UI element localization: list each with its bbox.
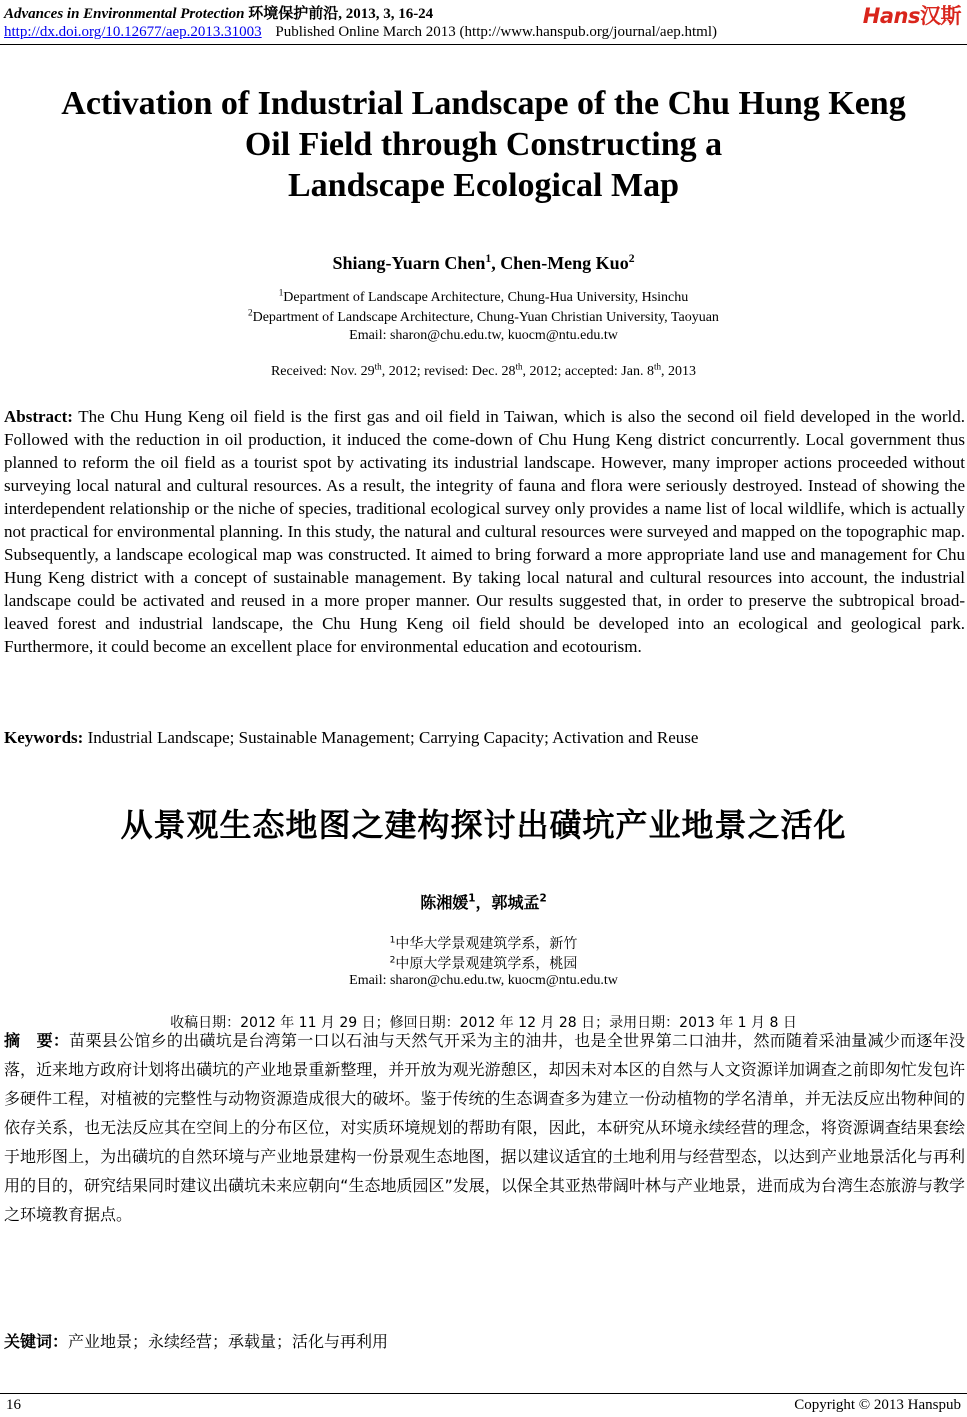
abstract-cn-text: 苗栗县公馆乡的出磺坑是台湾第一口以石油与天然气开采为主的油井，也是全世界第二口油井，然而随着采油量减少而逐年没落，近来地方政府计划将出磺坑的产业地景重新整理，并开放为观光游憩区，却因未对本区的自然与人文资源详加调查之前即匆忙发包许多硬件工程，对植被的完整性与动物资源造成很大的破坏。鉴于传统的生态调查多为建立一份动植物的学名清单，并无法反应出物种间的依存关系，也无法反应其在空间上的分布区位，对实质环境规划的帮助有限，因此，本研究从环境永续经营的理念，将资源调查结果套绘于地形图上，为出磺坑的自然环境与产业地景建构一份景观生态地图，据以建议适宜的土地利用与经营型态，以达到产业地景活化与再利用的目的，研究结果同时建议出磺坑未来应朝向“生态地质园区”发展，以保全其亚热带阔叶林与产业地景，进而成为台湾生态旅游与教学之环境教育据点。 (4, 1031, 965, 1224)
hanspub-logo (863, 0, 961, 30)
abstract-en (4, 405, 965, 658)
accepted-sup: th (653, 361, 662, 372)
keywords-text: Industrial Landscape; Sustainable Management; Carrying Capacity; Activation and Reuse (83, 728, 699, 747)
title-en-line-3: Landscape Ecological Map (287, 167, 680, 204)
aff-1-cn-text: 中华大学景观建筑学系，新竹 (395, 936, 578, 952)
authors-en (0, 253, 967, 274)
abstract-cn-label: 摘 要： (4, 1031, 70, 1050)
author-1-sup: 1 (485, 252, 492, 265)
affiliation-1-en (0, 287, 967, 306)
journal-name-en: Advances in Environmental Protection (4, 6, 245, 22)
aff-2-text: Department of Landscape Architecture, Chung-Yuan Christian University, Taoyuan (252, 310, 719, 325)
dates-en (0, 361, 967, 380)
keywords-cn (4, 1329, 388, 1352)
author-2: Chen-Meng Kuo (500, 253, 629, 273)
author-separator: , (491, 253, 501, 273)
aff-2-cn-text: 中原大学景观建筑学系，桃园 (395, 956, 578, 972)
author-separator-cn: ， (475, 893, 492, 912)
dates-cn: 收稿日期：2012 年 11 月 29 日；修回日期：2012 年 12 月 28 日；录用日期：2013 年 1 月 8 日 (170, 1015, 797, 1031)
journal-name-cn: 环境保护前沿, 2013, 3, 16-24 (248, 6, 434, 22)
keywords-en (4, 728, 965, 748)
affiliation-1-cn (0, 933, 967, 953)
aff-2-cn-sup: 2 (389, 955, 396, 966)
email-en: Email: sharon@chu.edu.tw, kuocm@ntu.edu.tw (349, 328, 618, 343)
received-sup: th (374, 361, 382, 372)
abstract-cn (4, 1026, 965, 1229)
copyright: Copyright © 2013 Hanspub (794, 1397, 961, 1413)
abstract-text: The Chu Hung Keng oil field is the first gas and oil field in Taiwan, which is also the second oil field developed in the world. Followed with the reduction in oil production, it induced the come-down of Chu Hung Keng district concurrently. Local government thus planned to reform the oil field as a tourist spot by activating its industrial landscape. However, many improper actions proceeded without surveying local natural and cultural resources. As a result, the integrity of fauna and flora were seriously destroyed. Instead of showing the interdependent relationship or the niche of species, traditional ecological survey only provides a name list of local wildlife, which is actually not practical for environmental planning. In this study, the natural and cultural resources were surveyed and mapped on the topographic map. Subsequently, a landscape ecological map was constructed. It aimed to bring forward a more appropriate land use and management for Chu Hung Keng district with a concept of sustainable management. By taking local natural and cultural resources into account, the industrial landscape could be activated and reused in a more proper manner. Our results suggested that, in order to preserve the subtropical broad-leaved forest and industrial landscape, the Chu Hung Keng oil field should be developed into an ecological and geological park. Furthermore, it could become an excellent place for environmental education and ecotourism. (4, 407, 965, 656)
title-en-line-1: Activation of Industrial Landscape of the Chu Hung Keng (61, 85, 906, 122)
authors-cn (0, 890, 967, 913)
affiliation-2-cn (0, 953, 967, 973)
title-en-line-2: Oil Field through Constructing a (244, 126, 723, 163)
logo-latin: Hans (862, 4, 920, 28)
footer-divider (0, 1393, 967, 1394)
title-cn: 从景观生态地图之建构探讨出磺坑产业地景之活化 (120, 806, 847, 844)
aff-1-text: Department of Landscape Architecture, Chung-Hua University, Hsinchu (283, 290, 689, 305)
author-1: Shiang-Yuarn Chen (332, 253, 486, 273)
accepted-date: , 2012; accepted: Jan. 8 (522, 364, 654, 379)
affiliation-2-en (0, 307, 967, 326)
header-divider (0, 44, 967, 45)
keywords-label: Keywords: (4, 728, 84, 747)
published-online: Published Online March 2013 (http://www.hanspub.org/journal/aep.html) (275, 24, 717, 40)
accepted-year: , 2013 (661, 364, 697, 379)
journal-header (4, 2, 433, 23)
aff-1-cn-sup: 1 (389, 935, 396, 946)
page-number: 16 (6, 1397, 21, 1413)
author-2-cn-sup: 2 (539, 892, 547, 905)
title-en (20, 83, 947, 206)
author-2-sup: 2 (628, 252, 635, 265)
aff-2-sup: 2 (248, 307, 253, 318)
received-date: Received: Nov. 29 (270, 364, 375, 379)
doi-link[interactable]: http://dx.doi.org/10.12677/aep.2013.31003 (4, 24, 262, 40)
doi-line (4, 24, 717, 41)
keywords-cn-label: 关键词： (4, 1332, 69, 1351)
aff-1-sup: 1 (278, 287, 284, 298)
revised-sup: th (515, 361, 523, 372)
email-cn: Email: sharon@chu.edu.tw, kuocm@ntu.edu.tw (349, 973, 618, 988)
author-1-cn: 陈湘媛 (420, 893, 469, 912)
revised-date: , 2012; revised: Dec. 28 (381, 364, 516, 379)
abstract-label: Abstract: (4, 407, 73, 426)
author-1-cn-sup: 1 (468, 892, 476, 905)
author-2-cn: 郭城孟 (491, 893, 540, 912)
logo-cn: 汉斯 (920, 4, 961, 28)
keywords-cn-text: 产业地景；永续经营；承载量；活化与再利用 (68, 1332, 389, 1351)
